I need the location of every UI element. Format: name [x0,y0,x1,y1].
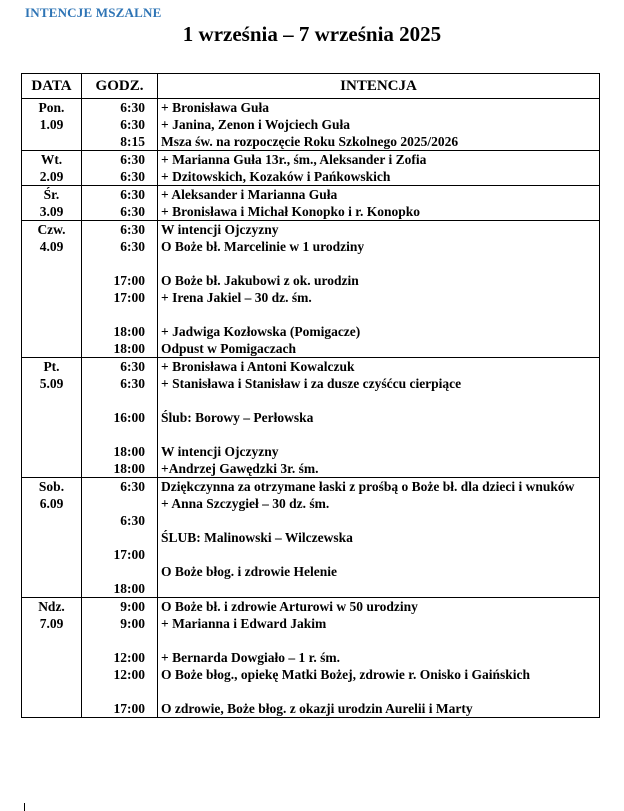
table-row [22,151,600,186]
intention-cell [158,186,600,221]
day-cell [22,221,82,358]
mass-time: 6:30 [120,204,145,219]
mass-time: 8:15 [120,134,145,149]
time-cell [82,99,158,151]
mass-time: 6:30 [120,359,145,374]
mass-intention: + Bernarda Dowgiało – 1 r. śm. [161,650,340,665]
mass-intention: + Jadwiga Kozłowska (Pomigacze) [161,324,361,339]
mass-time: 6:30 [120,100,145,115]
day-cell [22,478,82,598]
mass-intention: O Boże bł. Marcelinie w 1 urodziny [161,239,365,254]
table-header-row [22,74,600,99]
mass-time: 12:00 [113,650,145,665]
column-header-intention: INTENCJA [158,74,600,99]
mass-intention: Msza św. na rozpoczęcie Roku Szkolnego 2025/2026 [161,134,459,149]
mass-intention: O Boże błog., opiekę Matki Bożej, zdrowie r. Onisko i Gaińskich [161,667,531,682]
mass-time: 12:00 [113,667,145,682]
mass-intention: W intencji Ojczyzny [161,444,279,459]
table-row [22,358,600,478]
mass-intention: W intencji Ojczyzny [161,222,279,237]
mass-intention: Dziękczynna za otrzymane łaski z prośbą o Boże bł. dla dzieci i wnuków [161,479,575,494]
mass-time: 18:00 [113,581,145,596]
column-header-date: DATA [22,74,82,99]
day-date: 3.09 [39,204,64,219]
time-cell [82,186,158,221]
mass-intention: ŚLUB: Malinowski – Wilczewska [161,530,353,545]
mass-time: 17:00 [113,273,145,288]
mass-time: 6:30 [120,513,145,528]
time-cell [82,358,158,478]
mass-time: 6:30 [120,239,145,254]
mass-time: 16:00 [113,410,145,425]
mass-intention: Odpust w Pomigaczach [161,341,296,356]
table-row [22,598,600,718]
mass-intention: O zdrowie, Boże błog. z okazji urodzin Aurelii i Marty [161,701,473,716]
mass-intention: O Boże bł. Jakubowi z ok. urodzin [161,273,359,288]
intention-cell [158,478,600,598]
mass-intention: + Aleksander i Marianna Guła [161,187,338,202]
mass-intention: + Dzitowskich, Kozaków i Pańkowskich [161,169,391,184]
day-name: Czw. [37,222,66,237]
mass-intention: + Janina, Zenon i Wojciech Guła [161,117,350,132]
intention-cell [158,598,600,718]
table-row [22,478,600,598]
time-cell [82,151,158,186]
mass-time: 9:00 [120,616,145,631]
day-cell [22,358,82,478]
mass-time: 6:30 [120,152,145,167]
mass-intention: + Bronisława i Antoni Kowalczuk [161,359,355,374]
mass-time: 17:00 [113,701,145,716]
mass-time: 6:30 [120,169,145,184]
mass-time: 6:30 [120,222,145,237]
mass-intention: + Marianna i Edward Jakim [161,616,327,631]
day-date: 7.09 [39,616,64,631]
mass-time: 18:00 [113,341,145,356]
mass-time: 18:00 [113,461,145,476]
mass-time: 6:30 [120,187,145,202]
time-cell [82,598,158,718]
day-date: 1.09 [39,117,64,132]
mass-intention: + Marianna Guła 13r., śm., Aleksander i Zofia [161,152,427,167]
intention-cell [158,358,600,478]
mass-time: 17:00 [113,290,145,305]
mass-intention: O Boże błog. i zdrowie Helenie [161,564,337,579]
intentions-table [21,73,600,718]
day-name: Pon. [38,100,65,115]
mass-intention: + Anna Szczygieł – 30 dz. śm. [161,496,330,511]
day-name: Wt. [40,152,63,167]
day-cell [22,99,82,151]
table-row [22,186,600,221]
mass-intention: + Stanisława i Stanisław i za dusze czyśćcu cierpiące [161,376,462,391]
mass-time: 6:30 [120,479,145,494]
mass-intention: + Bronisława Guła [161,100,269,115]
day-name: Pt. [43,359,60,374]
mass-time: 6:30 [120,117,145,132]
mass-time: 18:00 [113,324,145,339]
day-date: 4.09 [39,239,64,254]
intention-cell [158,99,600,151]
mass-intention: +Andrzej Gawędzki 3r. śm. [161,461,319,476]
page-title: 1 września – 7 września 2025 [182,22,442,46]
day-cell [22,186,82,221]
time-cell [82,221,158,358]
mass-intention: + Bronisława i Michał Konopko i r. Konopko [161,204,421,219]
mass-time: 6:30 [120,376,145,391]
mass-intention: + Irena Jakiel – 30 dz. śm. [161,290,312,305]
day-cell [22,151,82,186]
time-cell [82,478,158,598]
column-header-time: GODZ. [82,74,158,99]
day-cell [22,598,82,718]
day-date: 2.09 [39,169,64,184]
table-row [22,221,600,358]
mass-time: 18:00 [113,444,145,459]
header-label: INTENCJE MSZALNE [25,5,162,20]
day-date: 5.09 [39,376,64,391]
table-row [22,99,600,151]
mass-intention: Ślub: Borowy – Perłowska [161,410,314,425]
intention-cell [158,151,600,186]
mass-time: 17:00 [113,547,145,562]
mass-intention: O Boże bł. i zdrowie Arturowi w 50 urodziny [161,599,418,614]
day-name: Śr. [43,187,60,202]
day-date: 6.09 [39,496,64,511]
mass-time: 9:00 [120,599,145,614]
page-edge-mark [24,803,25,811]
day-name: Sob. [38,479,65,494]
intention-cell [158,221,600,358]
day-name: Ndz. [38,599,65,614]
